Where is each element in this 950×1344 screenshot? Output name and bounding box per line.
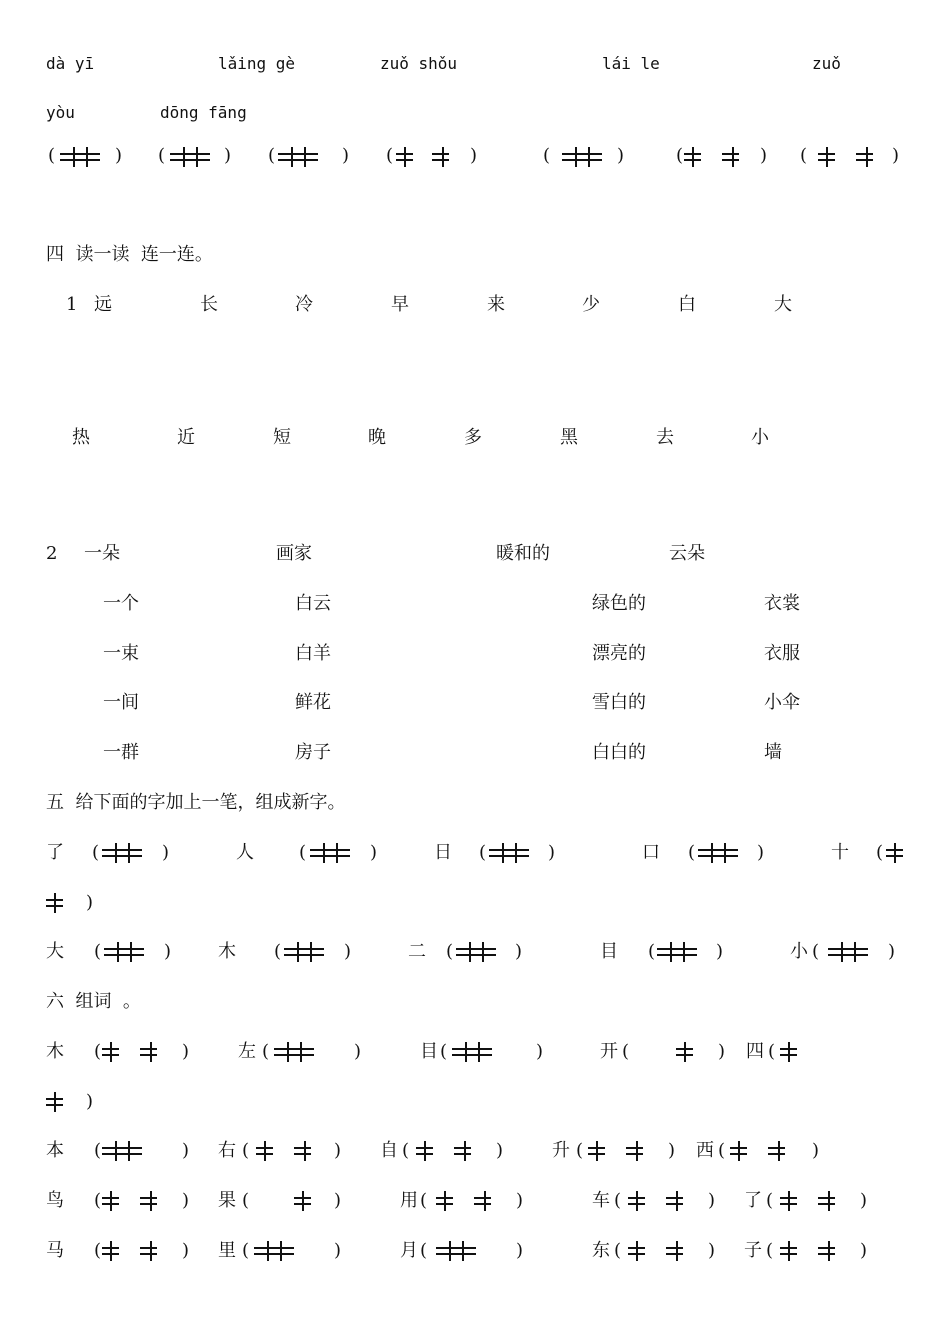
pinyin-text: yòu [46, 103, 75, 122]
paren-close: ) [718, 1041, 726, 1062]
tianzi-grid[interactable] [828, 942, 868, 962]
paren-close: ) [617, 145, 625, 166]
tianzi-grid[interactable] [416, 1141, 476, 1161]
tianzi-grid[interactable] [102, 843, 142, 863]
tianzi-grid[interactable] [46, 893, 66, 913]
tianzi-grid[interactable] [310, 843, 350, 863]
tianzi-grid[interactable] [436, 1191, 496, 1211]
paren-open: ( [543, 145, 551, 166]
paren-open: ( [576, 1140, 584, 1161]
paren-close: ) [708, 1190, 716, 1211]
char-prompt: 自 [380, 1140, 398, 1161]
word-top[interactable]: 早 [391, 294, 409, 315]
paren-open: ( [94, 1140, 102, 1161]
paren-close: ) [334, 1140, 342, 1161]
paren-open: ( [262, 1041, 270, 1062]
word-top[interactable]: 大 [774, 294, 792, 315]
tianzi-grid[interactable] [684, 147, 744, 167]
paren-open: ( [420, 1190, 428, 1211]
char-prompt: 子 [744, 1240, 762, 1261]
match-word[interactable]: 白白的 [592, 742, 646, 763]
char-prompt: 目 [600, 941, 618, 962]
char-prompt: 月 [400, 1240, 418, 1261]
match-word[interactable]: 云朵 [669, 543, 705, 564]
tianzi-grid[interactable] [628, 1191, 688, 1211]
paren-close: ) [548, 842, 556, 863]
tianzi-grid[interactable] [256, 1141, 316, 1161]
paren-open: ( [614, 1190, 622, 1211]
tianzi-grid[interactable] [698, 843, 738, 863]
char-prompt: 十 [831, 842, 849, 863]
paren-open: ( [446, 941, 454, 962]
char-prompt: 大 [46, 941, 64, 962]
char-prompt: 东 [592, 1240, 610, 1261]
pinyin-text: dà yī [46, 54, 95, 73]
match-word[interactable]: 一朵 [84, 543, 120, 564]
char-prompt: 用 [400, 1190, 418, 1211]
paren-close: ) [515, 941, 523, 962]
paren-open: ( [479, 842, 487, 863]
char-prompt: 升 [552, 1140, 570, 1161]
word-top[interactable]: 白 [678, 294, 696, 315]
paren-open: ( [386, 145, 394, 166]
match-word[interactable]: 衣裳 [764, 593, 800, 614]
tianzi-grid[interactable] [628, 1241, 688, 1261]
char-prompt: 四 [746, 1041, 764, 1062]
paren-close: ) [115, 145, 123, 166]
paren-open: ( [614, 1240, 622, 1261]
paren-open: ( [648, 941, 656, 962]
match-word[interactable]: 衣服 [764, 643, 800, 664]
paren-open: ( [299, 842, 307, 863]
paren-close: ) [182, 1041, 190, 1062]
char-prompt: 里 [218, 1240, 236, 1261]
tianzi-grid[interactable] [489, 843, 529, 863]
paren-close: ) [86, 1091, 94, 1112]
char-prompt: 人 [236, 842, 254, 863]
paren-close: ) [182, 1190, 190, 1211]
paren-close: ) [354, 1041, 362, 1062]
tianzi-grid[interactable] [104, 942, 144, 962]
tianzi-grid[interactable] [730, 1141, 790, 1161]
paren-close: ) [516, 1240, 524, 1261]
word-bottom[interactable]: 小 [751, 427, 769, 448]
paren-close: ) [708, 1240, 716, 1261]
paren-open: ( [800, 145, 808, 166]
tianzi-grid[interactable] [780, 1241, 840, 1261]
paren-close: ) [164, 941, 172, 962]
paren-close: ) [536, 1041, 544, 1062]
match-word[interactable]: 漂亮的 [592, 643, 646, 664]
match-word[interactable]: 一群 [103, 742, 139, 763]
match-word[interactable]: 小伞 [764, 692, 800, 713]
char-prompt: 二 [408, 941, 426, 962]
pinyin-text: dōng fāng [160, 103, 247, 122]
tianzi-grid[interactable] [456, 942, 496, 962]
paren-close: ) [86, 892, 94, 913]
word-top[interactable]: 冷 [295, 294, 313, 315]
tianzi-grid[interactable] [780, 1191, 840, 1211]
paren-close: ) [812, 1140, 820, 1161]
paren-close: ) [860, 1240, 868, 1261]
match-word[interactable]: 白羊 [295, 643, 331, 664]
paren-open: ( [48, 145, 56, 166]
tianzi-grid[interactable] [102, 1241, 162, 1261]
paren-open: ( [766, 1190, 774, 1211]
tianzi-grid[interactable] [676, 1042, 696, 1062]
paren-close: ) [757, 842, 765, 863]
paren-close: ) [892, 145, 900, 166]
item-number: 1 [66, 294, 78, 315]
tianzi-grid[interactable] [102, 1042, 162, 1062]
paren-open: ( [812, 941, 820, 962]
word-bottom[interactable]: 黑 [560, 427, 578, 448]
pinyin-text: lǎing gè [218, 54, 296, 73]
paren-close: ) [182, 1140, 190, 1161]
pinyin-text: zuǒ shǒu [380, 54, 458, 73]
paren-close: ) [516, 1190, 524, 1211]
match-word[interactable]: 白云 [295, 593, 331, 614]
tianzi-grid[interactable] [102, 1191, 162, 1211]
word-bottom[interactable]: 多 [464, 427, 482, 448]
word-bottom[interactable]: 近 [177, 427, 195, 448]
match-word[interactable]: 墙 [764, 742, 782, 763]
word-top[interactable]: 长 [200, 294, 218, 315]
char-prompt: 了 [46, 842, 64, 863]
paren-close: ) [342, 145, 350, 166]
paren-open: ( [242, 1240, 250, 1261]
paren-open: ( [688, 842, 696, 863]
section-title: 六 组词 。 [46, 991, 141, 1012]
match-word[interactable]: 一间 [103, 692, 139, 713]
word-bottom[interactable]: 去 [656, 427, 674, 448]
char-prompt: 右 [218, 1140, 236, 1161]
paren-close: ) [470, 145, 478, 166]
paren-open: ( [766, 1240, 774, 1261]
match-word[interactable]: 房子 [295, 742, 331, 763]
paren-open: ( [94, 1041, 102, 1062]
paren-open: ( [274, 941, 282, 962]
paren-open: ( [158, 145, 166, 166]
paren-close: ) [182, 1240, 190, 1261]
paren-close: ) [224, 145, 232, 166]
paren-close: ) [162, 842, 170, 863]
word-bottom[interactable]: 晚 [368, 427, 386, 448]
match-word[interactable]: 雪白的 [592, 692, 646, 713]
match-word[interactable]: 暖和的 [496, 543, 550, 564]
tianzi-grid[interactable] [436, 1241, 476, 1261]
word-bottom[interactable]: 短 [273, 427, 291, 448]
tianzi-grid[interactable] [886, 843, 906, 863]
paren-open: ( [402, 1140, 410, 1161]
tianzi-grid[interactable] [588, 1141, 648, 1161]
tianzi-grid[interactable] [452, 1042, 492, 1062]
char-prompt: 目 [420, 1041, 438, 1062]
item-number: 2 [46, 543, 58, 564]
paren-close: ) [888, 941, 896, 962]
paren-open: ( [94, 941, 102, 962]
char-prompt: 左 [238, 1041, 256, 1062]
char-prompt: 车 [592, 1190, 610, 1211]
match-word[interactable]: 鲜花 [295, 692, 331, 713]
paren-open: ( [242, 1140, 250, 1161]
paren-close: ) [370, 842, 378, 863]
paren-close: ) [760, 145, 768, 166]
tianzi-grid[interactable] [278, 147, 318, 167]
paren-open: ( [768, 1041, 776, 1062]
match-word[interactable]: 画家 [276, 543, 312, 564]
pinyin-text: zuǒ [812, 54, 841, 73]
tianzi-grid[interactable] [657, 942, 697, 962]
word-bottom[interactable]: 热 [72, 427, 90, 448]
paren-close: ) [334, 1240, 342, 1261]
paren-open: ( [622, 1041, 630, 1062]
tianzi-grid[interactable] [780, 1042, 800, 1062]
section-title: 五 给下面的字加上一笔，组成新字。 [46, 792, 346, 813]
char-prompt: 木 [218, 941, 236, 962]
paren-close: ) [668, 1140, 676, 1161]
tianzi-grid[interactable] [274, 1042, 314, 1062]
tianzi-grid[interactable] [562, 147, 602, 167]
paren-open: ( [420, 1240, 428, 1261]
paren-open: ( [268, 145, 276, 166]
paren-close: ) [860, 1190, 868, 1211]
paren-close: ) [496, 1140, 504, 1161]
char-prompt: 小 [790, 941, 808, 962]
match-word[interactable]: 一束 [103, 643, 139, 664]
match-word[interactable]: 绿色的 [592, 593, 646, 614]
paren-close: ) [344, 941, 352, 962]
char-prompt: 鸟 [46, 1190, 64, 1211]
tianzi-grid[interactable] [46, 1092, 66, 1112]
paren-open: ( [92, 842, 100, 863]
paren-close: ) [716, 941, 724, 962]
paren-open: ( [440, 1041, 448, 1062]
pinyin-text: lái le [602, 54, 660, 73]
tianzi-grid[interactable] [60, 147, 100, 167]
char-prompt: 口 [642, 842, 660, 863]
char-prompt: 木 [46, 1041, 64, 1062]
paren-open: ( [718, 1140, 726, 1161]
paren-open: ( [242, 1190, 250, 1211]
word-top[interactable]: 少 [582, 294, 600, 315]
char-prompt: 本 [46, 1140, 64, 1161]
char-prompt: 果 [218, 1190, 236, 1211]
paren-open: ( [676, 145, 684, 166]
tianzi-grid[interactable] [818, 147, 878, 167]
char-prompt: 马 [46, 1240, 64, 1261]
section-title: 四 读一读 连一连。 [46, 244, 213, 265]
tianzi-grid[interactable] [396, 147, 456, 167]
word-top[interactable]: 远 [94, 294, 112, 315]
paren-close: ) [334, 1190, 342, 1211]
tianzi-grid[interactable] [170, 147, 210, 167]
char-prompt: 了 [744, 1190, 762, 1211]
paren-open: ( [94, 1190, 102, 1211]
tianzi-grid[interactable] [254, 1241, 294, 1261]
char-prompt: 开 [600, 1041, 618, 1062]
char-prompt: 西 [696, 1140, 714, 1161]
tianzi-grid[interactable] [284, 942, 324, 962]
word-top[interactable]: 来 [487, 294, 505, 315]
paren-open: ( [94, 1240, 102, 1261]
tianzi-grid[interactable] [294, 1191, 314, 1211]
match-word[interactable]: 一个 [103, 593, 139, 614]
tianzi-grid[interactable] [102, 1141, 142, 1161]
paren-open: ( [876, 842, 884, 863]
char-prompt: 日 [434, 842, 452, 863]
